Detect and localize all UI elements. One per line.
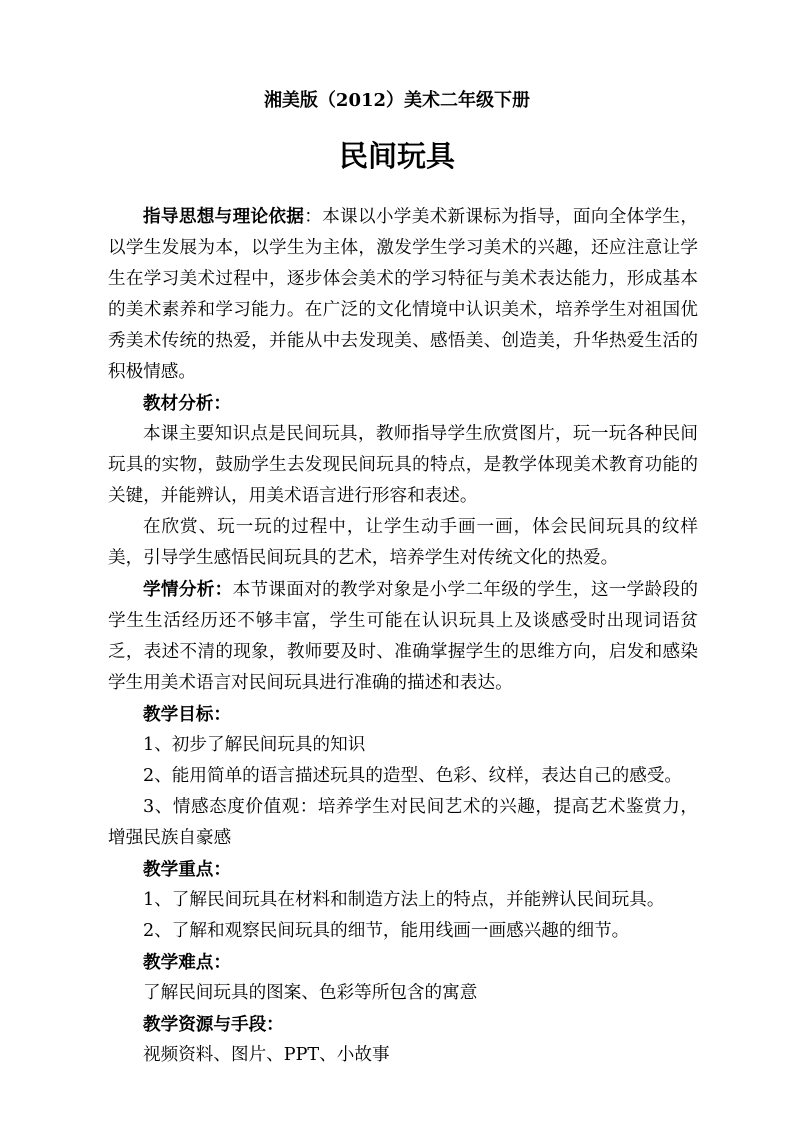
keypoints-heading: 教学重点： — [143, 859, 231, 880]
material-paragraph-2: 在欣赏、玩一玩的过程中，让学生动手画一画，体会民间玩具的纹样美，引导学生感悟民间玩具的艺术，培养学生对传统文化的热爱。 — [108, 517, 698, 568]
document-header: 湘美版（2012）美术二年级下册 — [263, 90, 531, 111]
guiding-label: 指导思想与理论依据 — [143, 206, 305, 227]
goal-item: 1、初步了解民间玩具的知识 — [143, 735, 366, 755]
material-heading: 教材分析： — [143, 393, 231, 414]
difficulties-heading: 教学难点： — [143, 952, 231, 973]
keypoint-item: 1、了解民间玩具在材料和制造方法上的特点，并能辨认民间玩具。 — [143, 890, 665, 910]
students-label: 学情分析： — [143, 579, 233, 600]
students-paragraph — [108, 574, 698, 699]
guiding-text: ：本课以小学美术新课标为指导，面向全体学生，以学生发展为本，以学生为主体，激发学生学习美术的兴趣，还应注意让学生在学习美术过程中，逐步体会美术的学习特征与美术表达能力，形成基本的美术素养和学习能力。在广泛的文化情境中认识美术，培养学生对祖国优秀美术传统的热爱，并能从中去发现美、感悟美、创造美，升华热爱生活的积极情感。 — [108, 207, 698, 382]
difficulties-text: 了解民间玩具的图案、色彩等所包含的寓意 — [143, 983, 478, 1003]
document-body — [108, 201, 698, 1071]
goal-item: 2、能用简单的语言描述玩具的造型、色彩、纹样，表达自己的感受。 — [143, 766, 683, 786]
resources-heading: 教学资源与手段： — [143, 1014, 284, 1035]
material-paragraph-1: 本课主要知识点是民间玩具，教师指导学生欣赏图片，玩一玩各种民间玩具的实物，鼓励学生去发现民间玩具的特点，是教学体现美术教育功能的关键，并能辨认，用美术语言进行形容和表述。 — [108, 424, 698, 506]
document-title: 民间玩具 — [338, 139, 455, 173]
guiding-paragraph — [108, 201, 698, 388]
keypoint-item: 2、了解和观察民间玩具的细节，能用线画一画感兴趣的细节。 — [143, 921, 630, 941]
resources-text: 视频资料、图片、PPT、小故事 — [143, 1045, 390, 1065]
goal-item: 3、情感态度价值观：培养学生对民间艺术的兴趣，提高艺术鉴赏力，增强民族自豪感 — [108, 797, 698, 848]
goals-heading: 教学目标： — [143, 704, 231, 725]
students-text: 本节课面对的教学对象是小学二年级的学生，这一学龄段的学生生活经历还不够丰富，学生可能在认识玩具上及谈感受时出现词语贫乏，表述不清的现象，教师要及时、准确掌握学生的思维方向，启发和感染学生用美术语言对民间玩具进行准确的描述和表达。 — [108, 580, 698, 693]
